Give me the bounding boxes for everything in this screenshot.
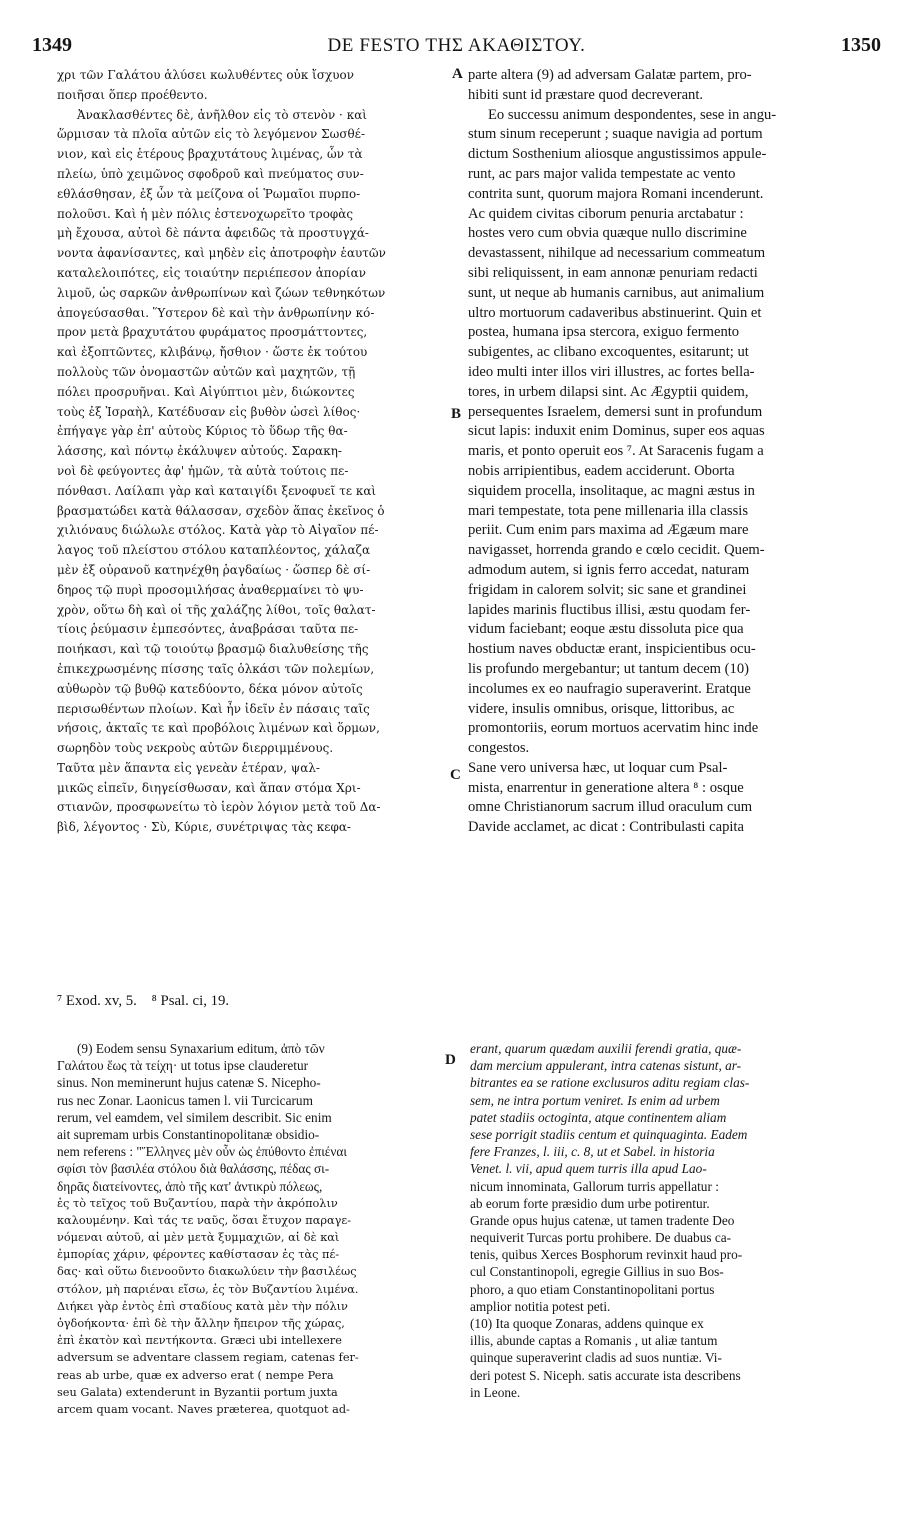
latin-line: frigidam in calorem solvit; sic sane et grandinei [468,581,747,598]
greek-line: καταλελοιπότες, εἰς τοιαύτην περιέπεσον ἀπορίαν [57,265,366,280]
footnote-line: tenis, quibus Xerces Bosphorum revinxit haud pro- [470,1247,743,1263]
latin-line [468,897,875,917]
footnote-line: bitrantes ea se ratione exclusuros aditu regiam clas- [470,1075,750,1091]
latin-line: sicut lapis: induxit enim Dominus, super eos aquas [468,423,765,440]
footnote-column-right [470,1040,875,1487]
footnote-line [470,1453,875,1470]
latin-line: videre, insulis omnibus, orisque, littoribus, ac [468,700,735,717]
latin-line: contrita sunt, quorum majora Romani incenderunt. [468,185,764,202]
greek-line: λαγος τοῦ πλείστου στόλου καταπλέοντος, χάλαζα [57,543,371,558]
footnote-line: sinus. Non meminerunt hujus catenæ S. Nicepho- [57,1075,321,1091]
latin-line: Davide acclamet, ac dicat : Contribulasti capita [468,819,744,836]
footnote-line [57,1453,432,1470]
latin-line: tores, in urbem dilapsi sint. Ac Ægyptii quidem, [468,383,749,400]
greek-line: βὶδ, λέγοντος · Σὺ, Κύριε, συνέτριψας τὰς κεφα- [57,820,351,835]
greek-line: βρασματώδει κατὰ θάλασσαν, σχεδὸν ἅπας ἐκεῖνος ὁ [57,503,385,518]
latin-line: Eo successu animum despondentes, sese in angu- [488,106,777,123]
footnote-line: sese porrigit stadiis centum et quinquaginta. Eadem [470,1126,748,1142]
greek-line: πολλοὺς τῶν ὀνομαστῶν αὐτῶν καὶ μαχητῶν, τῇ [57,364,356,379]
latin-line: Ac quidem civitas ciborum penuria arctabatur : [468,205,744,222]
footnote-line: illis, abunde captas a Romanis , ut aliæ tantum [470,1333,718,1349]
footnote-line: nequiverit Turcas portu prohibere. De duabus ca- [470,1230,732,1246]
latin-line: persequentes Israelem, demersi sunt in profundum [468,403,763,420]
latin-line: hibiti sunt id præstare quod decreverant. [468,86,704,103]
page-number-left: 1349 [32,34,72,56]
footnote-line: amplior notitia potest peti. [470,1298,611,1314]
greek-line: μὴ ἔχουσα, αὐτοὶ δὲ πάντα ἀφειδῶς τὰ προστυγχά- [57,226,369,241]
section-marker-a: A [452,66,463,82]
section-marker-d: D [445,1052,456,1068]
greek-line: τοὺς ἐξ Ἰσραὴλ, Κατέδυσαν εἰς βυθὸν ὡσεὶ λίθος· [57,404,361,419]
greek-line: πολοῦσι. Καὶ ἡ μὲν πόλις ἐστενοχωρεῖτο τροφὰς [57,206,354,221]
footnote-line: ait supremam urbis Constantinopolitanæ obsidio- [57,1126,320,1142]
latin-line: dictum Sosthenium aliosque angustissimos appule- [468,146,767,163]
greek-line: ἀπογεύσασθαι. Ὕστερον δὲ καὶ τὴν ἀνθρωπίνην κό- [57,305,375,320]
latin-line: incolumes ex eo naufragio superaverint. Eratque [468,680,751,697]
greek-line [57,878,442,898]
section-marker-c: C [450,767,461,783]
greek-line: ποιῆσαι ὅπερ προέθεντο. [57,87,208,102]
footnote-line: seu Galata) extenderunt in Byzantii portum juxta [57,1385,338,1399]
scripture-references [57,993,229,1010]
greek-line: χρι τῶν Γαλάτου ἁλύσει κωλυθέντες οὐκ ἴσχυον [57,68,355,82]
greek-line: λάσσης, καὶ πόντῳ ἐκάλυψεν αὐτούς. Σαρακη- [57,444,342,459]
section-marker-b: B [451,406,462,422]
footnote-line: δηρᾶς διατείνοντες, ἀπὸ τῆς κατ' ἀντικρὺ πόλεως, [57,1178,323,1194]
greek-line: εθλάσθησαν, ἐξ ὧν τὰ μείζονα οἱ Ῥωμαῖοι πυρπο- [57,186,361,201]
footnote-line: ἐμπορίας χάριν, φέροντες καθίστασαν ἐς τὰς πέ- [57,1248,340,1262]
footnote-line: erant, quarum quædam auxilii ferendi gratia, quæ- [470,1041,742,1056]
latin-line: periit. Cum enim pars maxima ad Ægæum mare [468,522,749,539]
greek-line: χρὸν, οὕτω δὴ καὶ οἱ τῆς χαλάζης λίθοι, τοῖς θαλατ- [57,602,376,617]
page-header [32,34,881,64]
greek-line [57,838,442,858]
greek-line: ἐπήγαγε γὰρ ἐπ' αὐτοὺς Κύριος τὸ ὕδωρ τῆς θα- [57,424,348,439]
latin-line: devastassent, nihilque ad necessarium commeatum [468,245,766,262]
latin-line: navigasset, horrenda grando e cœlo cecidit. Quem- [468,542,765,559]
latin-line: Sane vero universa hæc, ut loquar cum Psal- [468,759,728,776]
latin-text-column [468,66,875,977]
footnote-column-left [57,1040,432,1487]
footnote-line: Venet. l. vii, apud quem turris illa apud Lao- [470,1161,707,1177]
footnote-line: καλουμένην. Καὶ τάς τε ναῦς, ὅσαι ἔτυχον παραγε- [57,1213,352,1227]
footnote-line: στόλον, μὴ παριέναι εἴσω, ἐς τὸν Βυζαντίου λιμένα. [57,1282,359,1296]
greek-line: πόνθασι. Λαίλαπι γὰρ καὶ καταιγίδι ξενοφυεῖ τε καὶ [57,483,377,498]
footnote-line: quinque superaverint cladis ad suos nuntiæ. Vi- [470,1350,722,1366]
footnote-line [57,1418,432,1435]
greek-line [57,917,442,937]
greek-line: καὶ ἐξοπτῶντες, κλιβάνῳ, ἤσθιον · ὥστε ἐκ τούτου [57,345,368,360]
latin-line: promontoriis, eorum mortuos acervatim hinc inde [468,720,759,737]
latin-line [468,858,875,878]
latin-line: runt, ac pars major valida tempestate ac vento [468,165,736,182]
latin-line: mari tempestate, tota pene millenaria illa classis [468,502,749,519]
latin-line: vidum faciebant; eoque æstu dissoluta pice qua [468,621,744,638]
footnote-line: (10) Ita quoque Zonaras, addens quinque ex [470,1316,704,1331]
footnote-line: (9) Eodem sensu Synaxarium editum, ἀπὸ τῶν [77,1041,325,1056]
footnote-line: ἐπὶ ἑκατὸν καὶ πεντήκοντα. Græci ubi intellexere [57,1334,342,1348]
footnote-line: Γαλάτου ἕως τὰ τείχη· ut totus ipse clauderetur [57,1058,309,1074]
latin-line: ideo multi inter illos viri illustres, ac fortes bella- [468,363,755,380]
footnote-line: patet stadiis octoginta, atque continentem aliam [470,1109,727,1125]
greek-line: στιανῶν, προσφωνείτω τὸ ἱερὸν λόγιον μετὰ τοῦ Δα- [57,800,381,815]
footnote-line: Διήκει γὰρ ἐντὸς ἐπὶ σταδίους κατὰ μὲν τὴν πόλιν [57,1299,348,1313]
footnote-line: adversum se adventare classem regiam, catenas fer- [57,1351,359,1365]
greek-line: νήσοις, ἀκταῖς τε καὶ προβόλοις λιμένων καὶ ὅρμων, [57,721,380,736]
latin-line: subigentes, ac clibano excoquentes, esitarunt; ut [468,344,749,361]
greek-line: λιμοῦ, ὡς σαρκῶν ἀνθρωπίνων καὶ ζώων τεθνηκότων [57,285,386,300]
latin-line: hostium naves obductæ erant, inspicientibus ocu- [468,641,756,658]
latin-line: postea, humana ipsa stercora, exiguo fermento [468,324,740,341]
greek-line: Ταῦτα μὲν ἅπαντα εἰς γενεὰν ἑτέραν, ψαλ- [57,760,320,775]
greek-text-column [57,66,442,977]
latin-line: nobis arripientibus, eadem acciderunt. Oborta [468,462,735,479]
latin-line: lapides marinis fluctibus illisi, æstu quodam fer- [468,601,751,618]
footnote-line: deri potest S. Niceph. satis accurate ista describens [470,1367,741,1383]
latin-line: ultro mortuorum cadaveribus abstinuerint. Quin et [468,304,762,321]
greek-line: ποιήκασι, καὶ τῷ τοιούτῳ βρασμῷ διαλυθείσης τῆς [57,642,369,657]
latin-line: lis profundo mergebantur; ut tantum decem (10) [468,660,749,677]
footnote-line [470,1418,875,1435]
footnote-line: cul Constantinopoli, egregie Gillius in suo Bos- [470,1264,724,1280]
latin-line: sibi reliquissent, in eam annonæ penuriam redacti [468,264,758,281]
greek-line: σωρηδὸν τοὺς νεκροὺς αὐτῶν διερριμμένους. [57,741,334,756]
footnote-line [470,1470,875,1487]
latin-line: hostes vero cum obvia quæque nullo discrimine [468,225,747,242]
greek-line [57,858,442,878]
greek-line: πλείω, ὑπὸ χειμῶνος σφοδροῦ καὶ πνεύματος συν- [57,166,364,181]
latin-line: omne Christianorum sacrum illud oraculum cum [468,799,753,816]
latin-line [468,957,875,977]
greek-line [57,897,442,917]
greek-line [57,957,442,977]
footnote-line: nem referens : "Ἕλληνες μὲν οὖν ὡς ἐπύθοντο ἐπιέναι [57,1144,347,1160]
greek-line: μικῶς εἰπεῖν, διηγείσθωσαν, καὶ ἅπαν στόμα Χρι- [57,780,361,795]
footnote-line: rus nec Zonar. Laonicus tamen l. vii Turcicarum [57,1092,313,1108]
greek-line: ὥρμισαν τὰ πλοῖα αὐτῶν εἰς τὸ λεγόμενον Σωσθέ- [57,127,366,142]
latin-line: maris, et ponto operuit eos ⁷. At Saracenis fugam a [468,443,764,460]
footnote-line [470,1435,875,1452]
greek-line: νοὶ δὲ φεύγοντες ἀφ' ἡμῶν, τὰ αὐτὰ τούτοις πε- [57,463,349,478]
latin-line [468,838,875,858]
latin-line [468,878,875,898]
latin-line: parte altera (9) ad adversam Galatæ partem, pro- [468,67,752,83]
footnote-line: sem, ne intra portum veniret. Is enim ad urbem [470,1092,720,1108]
footnote-line: nicum innominata, Gallorum turris appellatur : [470,1178,719,1194]
reference-exodus: ⁷ Exod. xv, 5. [57,993,137,1009]
greek-line: προν μετὰ βραχυτάτου φυράματος προσμάττοντες, [57,325,368,340]
greek-line: αὐθωρὸν τῷ βυθῷ κατεδύοντο, δέκα μόνον αὐτοῖς [57,681,363,696]
latin-line: stum sinum receperunt ; suaque navigia ad portum [468,126,763,143]
footnote-line: phoro, a quo etiam Constantinopolitani portus [470,1281,715,1297]
footnote-line: ab eorum forte præsidio dum urbe potirentur. [470,1195,710,1211]
footnote-line [57,1470,432,1487]
reference-psalm: ⁸ Psal. ci, 19. [151,993,230,1009]
latin-line: congestos. [468,740,530,757]
latin-line: sunt, ut neque ab humanis carnibus, aut animalium [468,284,765,301]
footnote-line: arcem quam vocant. Naves præterea, quotquot ad- [57,1402,350,1416]
greek-line: χιλιόναυς διώλωλε στόλος. Κατὰ γὰρ τὸ Αἰγαῖον πέ- [57,523,379,538]
running-title: DE FESTO ΤΗΣ ΑΚΑΘΙΣΤΟΥ. [327,35,586,56]
greek-line: πόλει προσρυῆναι. Καὶ Αἰγύπτιοι μὲν, διώκοντες [57,384,355,399]
greek-line: νιον, καὶ εἰς ἑτέρους βραχυτάτους λιμένας, ὧν τὰ [57,147,363,162]
page-number-right: 1350 [841,34,881,56]
latin-line: mista, enarrentur in generatione altera ⁸ : osque [468,779,744,796]
greek-line: νοντα ἀφανίσαντες, καὶ μηδὲν εἰς ἀποτροφὴν ἑαυτῶν [57,246,386,261]
greek-line: δηρος τῷ πυρὶ προσομιλήσας ἀναθερμαίνει τὸ ψυ- [57,582,364,597]
latin-line [468,917,875,937]
footnote-line: rerum, vel eamdem, vel similem describit. Sic enim [57,1109,332,1125]
greek-line [57,937,442,957]
greek-line: Ἀνακλασθέντες δὲ, ἀνῆλθον εἰς τὸ στενὸν · καὶ [77,107,367,122]
footnote-line: ὀγδοήκοντα· ἐπὶ δὲ τὴν ἄλλην ἤπειρον τῆς χώρας, [57,1317,345,1330]
footnote-line: fere Franzes, l. iii, c. 8, ut et Sabel. in historia [470,1144,715,1160]
greek-line: μὲν ἐξ οὐρανοῦ κατηνέχθη ῥαγδαίως · ὥσπερ δὲ σί- [57,562,371,577]
footnote-line: reas ab urbe, quæ ex adverso erat ( nempe Pera [57,1368,334,1382]
greek-line: ἐπικεχρωσμένης πίσσης ταῖς ὁλκάσι τῶν πολεμίων, [57,661,375,676]
footnote-line: ἐς τὸ τεῖχος τοῦ Βυζαντίου, παρὰ τὴν ἀκρόπολιν [57,1196,338,1210]
footnote-line: νόμεναι αὐτοῦ, αἱ μὲν μετὰ ξυμμαχιῶν, αἱ δὲ καὶ [57,1231,340,1245]
footnote-line: σφίσι τὸν βασιλέα στόλου διὰ θαλάσσης, πέδας σι- [57,1161,330,1177]
footnote-line: Grande opus hujus catenæ, ut tamen tradente Deo [470,1212,735,1228]
greek-line: τίοις ῥεύμασιν ἐμπεσόντες, ἀναβράσαι ταῦτα πε- [57,622,359,637]
footnote-line [57,1435,432,1452]
latin-line: admodum autem, si ignis ferro accedat, naturam [468,561,750,578]
footnote-line [470,1401,875,1418]
latin-line [468,937,875,957]
footnote-line: δας· καὶ οὕτω διενοοῦντο διακωλύειν τὴν βασιλέως [57,1265,357,1279]
footnote-line: in Leone. [470,1384,521,1400]
latin-line: siquidem procella, insolitaque, ac magni æstus in [468,482,755,499]
footnote-line: dam mercium appulerant, intra catenas sistunt, ar- [470,1058,742,1074]
greek-line: περισωθέντων πλοίων. Καὶ ἦν ἰδεῖν ἐν πάσαις ταῖς [57,701,370,716]
